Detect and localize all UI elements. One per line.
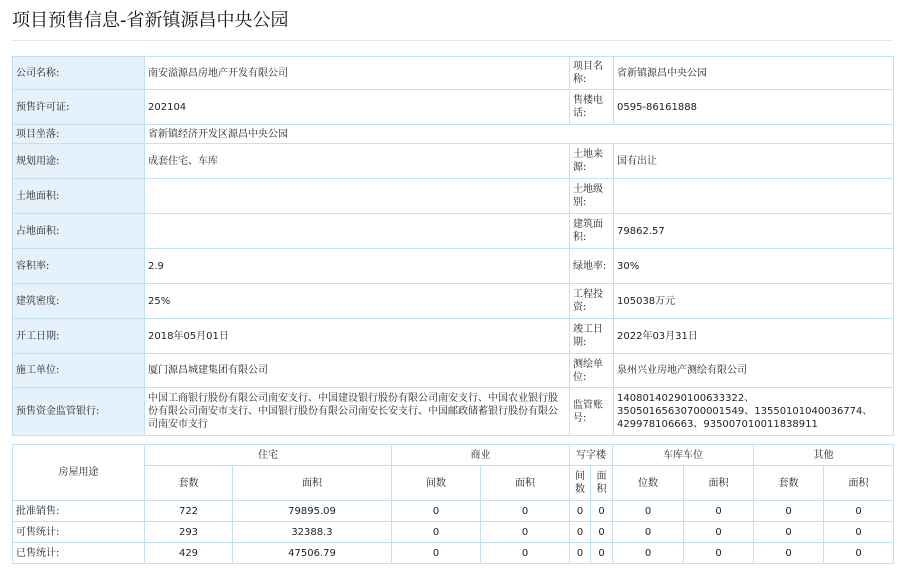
group-header-parking: 车库车位 — [613, 445, 754, 466]
info-label-secondary: 项目名称: — [570, 57, 614, 90]
info-label: 预售资金监管银行: — [13, 388, 145, 436]
sales-value-cell: 0 — [481, 501, 570, 522]
info-label: 施工单位: — [13, 354, 145, 388]
info-label: 容积率: — [13, 249, 145, 284]
sales-value-cell: 0 — [570, 501, 591, 522]
sales-value-cell: 79895.09 — [233, 501, 392, 522]
sales-value-cell: 0 — [570, 543, 591, 564]
sub-header-cell: 间数 — [570, 466, 591, 501]
info-label-secondary: 土地来源: — [570, 144, 614, 179]
group-header-commercial: 商业 — [392, 445, 570, 466]
info-label: 占地面积: — [13, 214, 145, 249]
info-value-secondary: 泉州兴业房地产测绘有限公司 — [614, 354, 894, 388]
page-title: 项目预售信息-省新镇源昌中央公园 — [12, 10, 289, 31]
info-row — [13, 284, 894, 319]
info-value: 南安溢源昌房地产开发有限公司 — [145, 57, 570, 90]
sub-header-cell: 位数 — [613, 466, 684, 501]
sales-value-cell: 0 — [392, 543, 481, 564]
info-value-secondary: 2022年03月31日 — [614, 319, 894, 354]
sales-value-cell: 0 — [824, 501, 894, 522]
info-row — [13, 388, 894, 436]
sales-value-cell: 0 — [392, 501, 481, 522]
sales-value-cell: 0 — [684, 543, 754, 564]
info-row — [13, 354, 894, 388]
group-header-office: 写字楼 — [570, 445, 613, 466]
info-label: 建筑密度: — [13, 284, 145, 319]
sales-value-cell: 429 — [145, 543, 233, 564]
sales-value-cell: 0 — [684, 501, 754, 522]
info-label-secondary: 竣工日期: — [570, 319, 614, 354]
info-row — [13, 214, 894, 249]
sub-header-cell: 面积 — [591, 466, 613, 501]
info-label: 项目坐落: — [13, 125, 145, 144]
sales-value-cell: 722 — [145, 501, 233, 522]
sales-row — [13, 501, 894, 522]
sales-stats-table — [12, 444, 894, 564]
info-label: 土地面积: — [13, 179, 145, 214]
sales-row-label: 可售统计: — [13, 522, 145, 543]
sub-header-cell: 间数 — [392, 466, 481, 501]
info-value-secondary: 国有出让 — [614, 144, 894, 179]
sales-value-cell: 0 — [613, 543, 684, 564]
info-value-secondary: 省新镇源昌中央公园 — [614, 57, 894, 90]
sub-header-cell: 套数 — [145, 466, 233, 501]
sales-value-cell: 0 — [481, 522, 570, 543]
row-header-cell: 房屋用途 — [13, 445, 145, 501]
info-row — [13, 57, 894, 90]
sales-value-cell: 0 — [684, 522, 754, 543]
info-label: 公司名称: — [13, 57, 145, 90]
info-value-secondary: 0595-86161888 — [614, 90, 894, 125]
info-label: 预售许可证: — [13, 90, 145, 125]
info-row — [13, 319, 894, 354]
sales-stats-body — [13, 501, 894, 564]
sales-row — [13, 522, 894, 543]
info-label-secondary: 建筑面积: — [570, 214, 614, 249]
info-value-secondary: 79862.57 — [614, 214, 894, 249]
sales-value-cell: 0 — [613, 522, 684, 543]
info-row — [13, 179, 894, 214]
info-value: 202104 — [145, 90, 570, 125]
info-row — [13, 125, 894, 144]
info-value: 2.9 — [145, 249, 570, 284]
info-value: 25% — [145, 284, 570, 319]
sales-value-cell: 0 — [570, 522, 591, 543]
info-value-secondary: 14080140290100633322、35050165630700001549、13550101040036774、429978106663、935007010011838911 — [614, 388, 894, 436]
sales-value-cell: 0 — [392, 522, 481, 543]
info-row — [13, 90, 894, 125]
info-value-secondary: 30% — [614, 249, 894, 284]
sales-value-cell: 47506.79 — [233, 543, 392, 564]
sales-row-label: 已售统计: — [13, 543, 145, 564]
info-value: 成套住宅、车库 — [145, 144, 570, 179]
info-label: 开工日期: — [13, 319, 145, 354]
sales-value-cell: 0 — [754, 522, 824, 543]
sales-value-cell: 0 — [613, 501, 684, 522]
project-info-table — [12, 56, 894, 436]
info-value — [145, 179, 570, 214]
sales-group-header-row — [13, 445, 894, 466]
group-header-other: 其他 — [754, 445, 894, 466]
info-label-secondary: 售楼电话: — [570, 90, 614, 125]
sales-value-cell: 0 — [481, 543, 570, 564]
info-value: 厦门源昌城建集团有限公司 — [145, 354, 570, 388]
sales-value-cell: 0 — [754, 543, 824, 564]
title-divider — [12, 40, 892, 41]
info-value: 2018年05月01日 — [145, 319, 570, 354]
info-label-secondary: 工程投资: — [570, 284, 614, 319]
group-header-residential: 住宅 — [145, 445, 392, 466]
info-label-secondary: 监管账号: — [570, 388, 614, 436]
sales-value-cell: 0 — [824, 522, 894, 543]
info-value — [145, 214, 570, 249]
sales-row-label: 批准销售: — [13, 501, 145, 522]
info-row — [13, 144, 894, 179]
sales-sub-header-row — [13, 466, 894, 501]
info-label-secondary: 绿地率: — [570, 249, 614, 284]
sales-value-cell: 0 — [754, 501, 824, 522]
sub-header-cell: 面积 — [233, 466, 392, 501]
info-value-secondary: 105038万元 — [614, 284, 894, 319]
sub-header-cell: 面积 — [824, 466, 894, 501]
project-info-body — [13, 57, 894, 436]
info-label-secondary: 土地级别: — [570, 179, 614, 214]
sales-value-cell: 293 — [145, 522, 233, 543]
sub-header-cell: 套数 — [754, 466, 824, 501]
sub-header-cell: 面积 — [481, 466, 570, 501]
sales-row — [13, 543, 894, 564]
sub-header-cell: 面积 — [684, 466, 754, 501]
info-row — [13, 249, 894, 284]
info-value: 中国工商银行股份有限公司南安支行、中国建设银行股份有限公司南安支行、中国农业银行股份有限公司南安市支行、中国银行股份有限公司南安长安支行、中国邮政储蓄银行股份有限公司南安市支行 — [145, 388, 570, 436]
sales-value-cell: 0 — [824, 543, 894, 564]
info-value: 省新镇经济开发区源昌中央公园 — [145, 125, 894, 144]
info-label: 规划用途: — [13, 144, 145, 179]
info-value-secondary — [614, 179, 894, 214]
sales-value-cell: 0 — [591, 522, 613, 543]
sales-value-cell: 32388.3 — [233, 522, 392, 543]
sales-value-cell: 0 — [591, 501, 613, 522]
sales-value-cell: 0 — [591, 543, 613, 564]
info-label-secondary: 测绘单位: — [570, 354, 614, 388]
